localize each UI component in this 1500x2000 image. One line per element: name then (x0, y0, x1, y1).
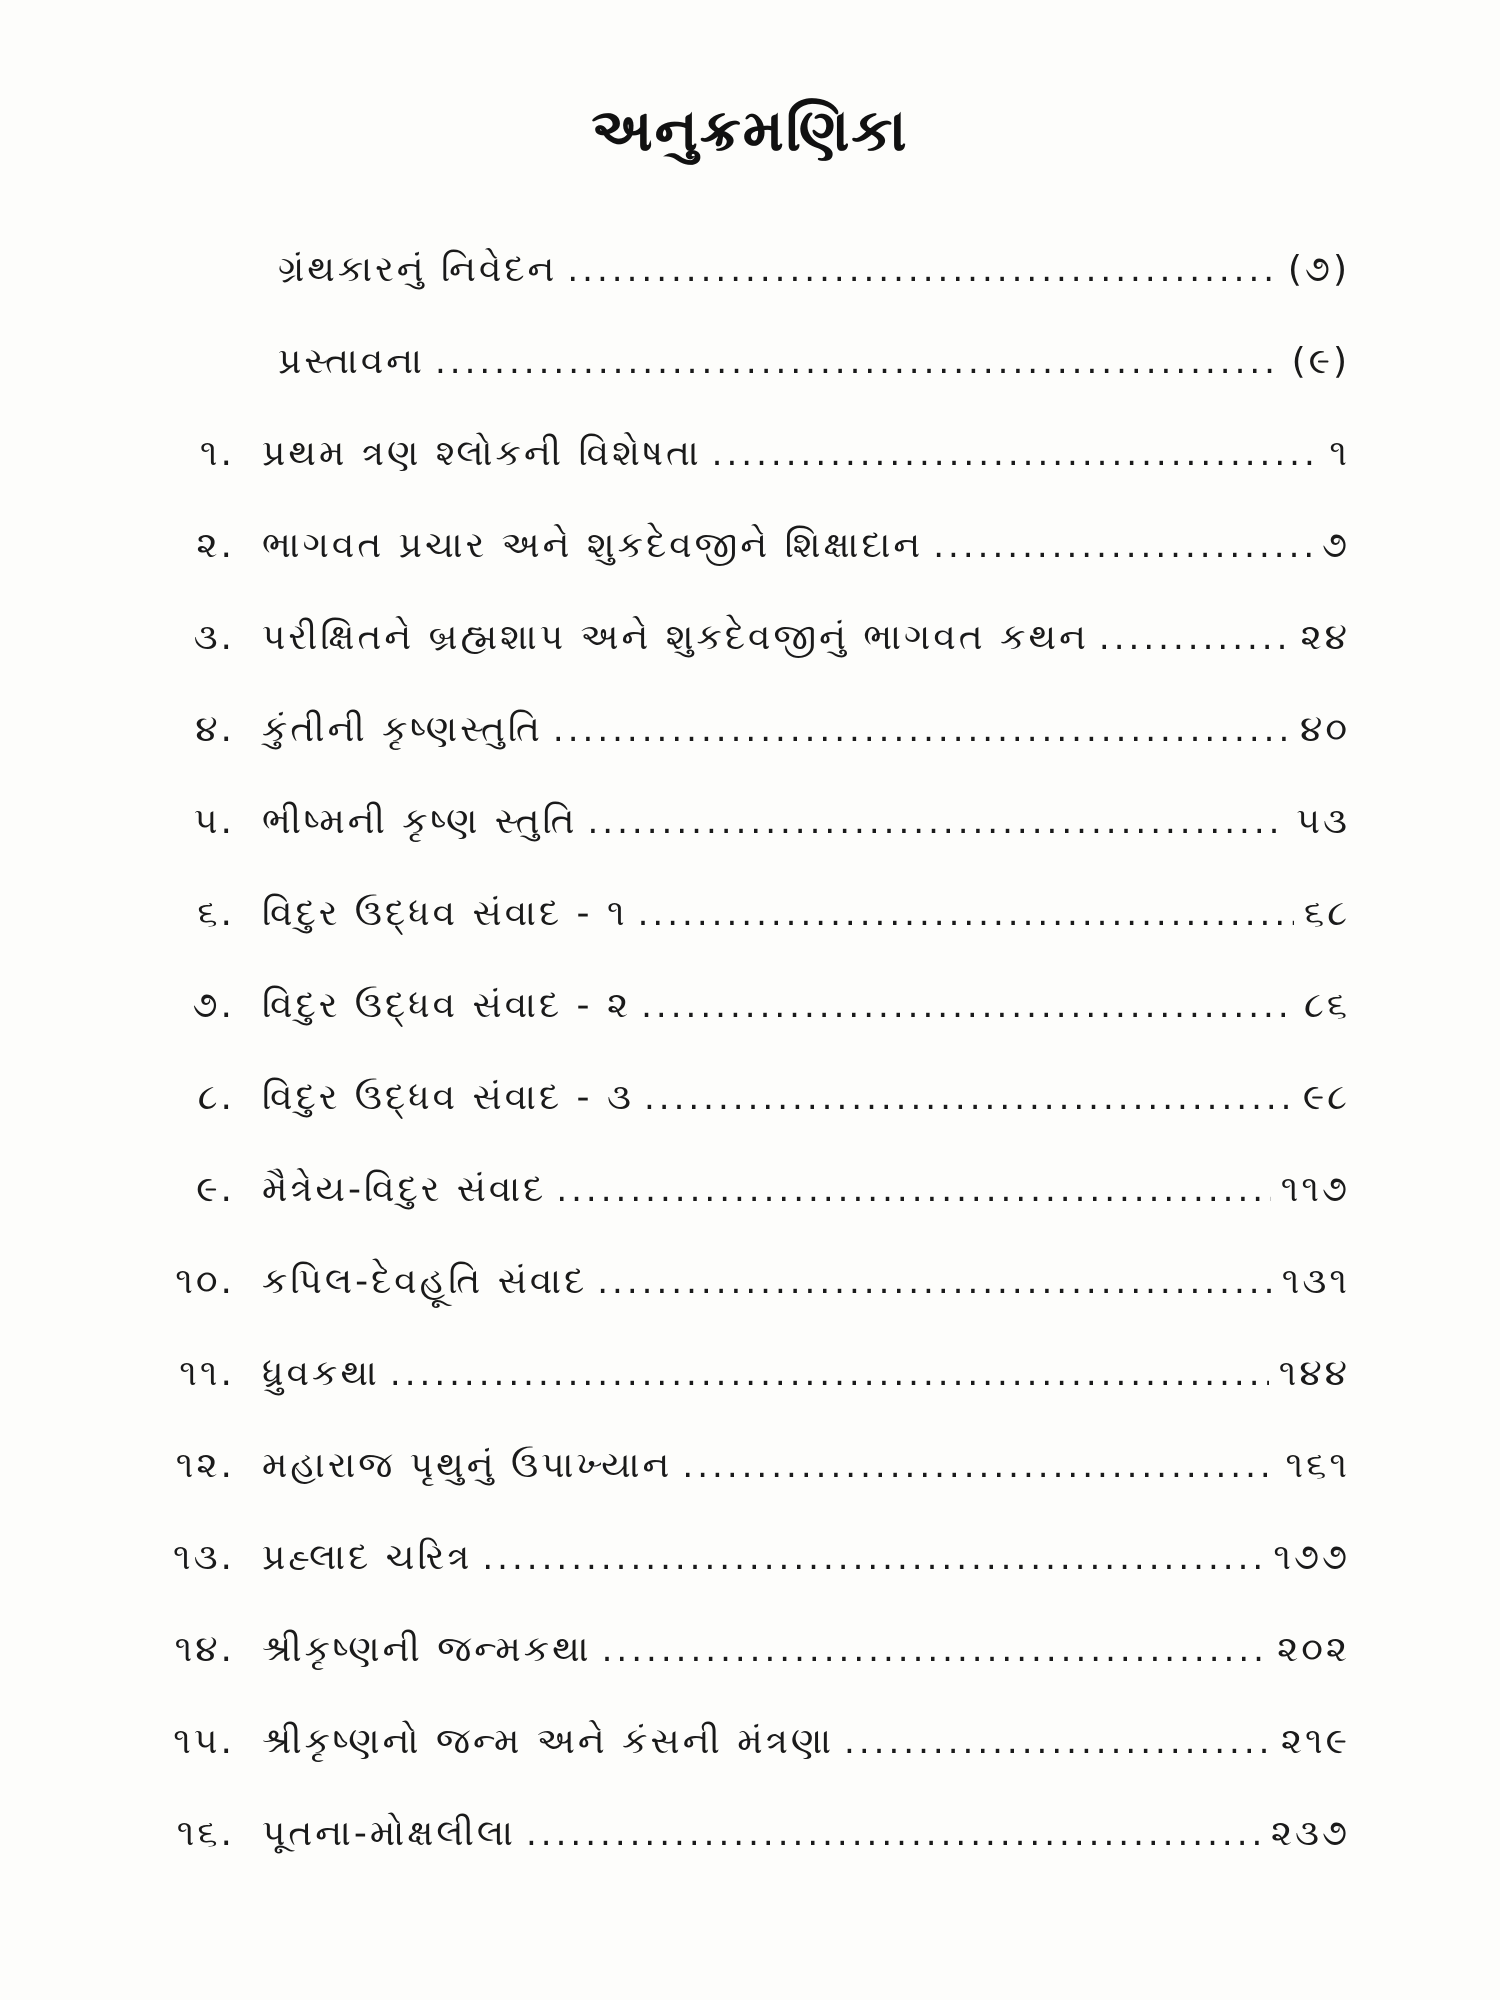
toc-entry (262, 792, 1350, 852)
page-number: ૪૦ (1300, 709, 1350, 750)
toc-row (0, 332, 1500, 392)
chapter-title: વિદુર ઉદ્ધવ સંવાદ - ૨ (262, 985, 632, 1026)
toc-row (0, 1620, 1500, 1680)
page-number: ૬૮ (1304, 893, 1350, 934)
dot-leader (644, 1068, 1293, 1128)
chapter-title: ભાગવત પ્રચાર અને શુકદેવજીને શિક્ષાદાન (262, 525, 924, 566)
toc-entry (262, 1252, 1350, 1312)
chapter-number: ૧. (199, 433, 235, 474)
toc-row (0, 1528, 1500, 1588)
page-number: ૨૩૭ (1270, 1813, 1350, 1854)
chapter-number: ૧૫. (173, 1721, 235, 1762)
chapter-number: ૯. (196, 1169, 235, 1210)
toc-entry (262, 1804, 1350, 1864)
page-number: ૫૩ (1296, 801, 1350, 842)
chapter-title: શ્રીકૃષ્ણનો જન્મ અને કંસની મંત્રણા (262, 1721, 835, 1762)
page-number: ૧૩૧ (1281, 1261, 1350, 1302)
toc-row (0, 884, 1500, 944)
toc-entry (262, 516, 1350, 576)
page-number: ૧૪૪ (1278, 1353, 1350, 1394)
chapter-title: પરીક્ષિતને બ્રહ્મશાપ અને શુકદેવજીનું ભાગવત કથન (262, 617, 1089, 658)
toc-row (0, 608, 1500, 668)
chapter-number: ૨. (196, 525, 235, 566)
page-number: ૭ (1321, 525, 1350, 566)
chapter-title: કુંતીની કૃષ્ણસ્તુતિ (262, 709, 543, 750)
page-number: ૧૬૧ (1285, 1445, 1350, 1486)
chapter-title: વિદુર ઉદ્ધવ સંવાદ - ૧ (262, 893, 628, 934)
toc-entry (262, 608, 1350, 668)
chapter-number: ૬. (197, 893, 235, 934)
toc-row (0, 424, 1500, 484)
chapter-title: પ્રહ્લાદ ચરિત્ર (262, 1537, 473, 1578)
dot-leader (844, 1712, 1271, 1772)
dot-leader (526, 1804, 1261, 1864)
page-number: ૨૧૯ (1280, 1721, 1350, 1762)
toc-entry (278, 240, 1350, 300)
chapter-title: પ્રથમ ત્રણ શ્લોકની વિશેષતા (262, 433, 702, 474)
toc-entry (262, 1620, 1350, 1680)
page-title: અનુક્રમણિકા (591, 96, 909, 164)
page-number: ૮૬ (1304, 985, 1350, 1026)
chapter-number: ૪. (195, 709, 235, 750)
dot-leader (1099, 608, 1291, 668)
toc-row (0, 792, 1500, 852)
toc-row (0, 700, 1500, 760)
chapter-number: ૩. (193, 617, 235, 658)
chapter-number: ૧૨. (175, 1445, 235, 1486)
dot-leader (682, 1436, 1275, 1496)
chapter-title: ગ્રંથકારનું નિવેદન (278, 249, 558, 290)
toc-row (0, 976, 1500, 1036)
toc-row (0, 1252, 1500, 1312)
chapter-number: ૮. (197, 1077, 235, 1118)
dot-leader (641, 976, 1294, 1036)
page-number: (૭) (1287, 249, 1350, 290)
chapter-title: વિદુર ઉદ્ધવ સંવાદ - ૩ (262, 1077, 634, 1118)
dot-leader (435, 332, 1282, 392)
toc-row (0, 1344, 1500, 1404)
chapter-title: પ્રસ્તાવના (278, 341, 425, 382)
chapter-title: ભીષ્મની કૃષ્ણ સ્તુતિ (262, 801, 578, 842)
toc-entry (262, 1160, 1350, 1220)
page-number: (૯) (1291, 341, 1350, 382)
toc-entry (262, 424, 1350, 484)
dot-leader (567, 240, 1278, 300)
toc-row (0, 516, 1500, 576)
dot-leader (553, 700, 1290, 760)
dot-leader (638, 884, 1294, 944)
chapter-title: મહારાજ પૃથુનું ઉપાખ્યાન (262, 1445, 673, 1486)
toc-row (0, 1712, 1500, 1772)
toc-row (0, 240, 1500, 300)
chapter-number: ૫. (193, 801, 235, 842)
chapter-number: ૧૩. (172, 1537, 235, 1578)
toc-entry (262, 700, 1350, 760)
toc-entry (262, 1436, 1350, 1496)
page-number: ૧૭૭ (1273, 1537, 1350, 1578)
toc-entry (262, 1712, 1350, 1772)
dot-leader (482, 1528, 1263, 1588)
toc-row (0, 1160, 1500, 1220)
chapter-title: મૈત્રેય-વિદુર સંવાદ (262, 1169, 547, 1210)
page-number: ૨૦૨ (1277, 1629, 1350, 1670)
page-number: ૧ (1329, 433, 1350, 474)
chapter-title: પૂતના-મોક્ષલીલા (262, 1813, 516, 1854)
dot-leader (597, 1252, 1271, 1312)
toc-entry (262, 1068, 1350, 1128)
dot-leader (712, 424, 1320, 484)
page-number: ૨૪ (1300, 617, 1350, 658)
dot-leader (602, 1620, 1267, 1680)
chapter-title: શ્રીકૃષ્ણની જન્મકથા (262, 1629, 592, 1670)
page-number: ૯૮ (1302, 1077, 1350, 1118)
chapter-number: ૧૪. (174, 1629, 235, 1670)
toc-entry (262, 976, 1350, 1036)
toc-entry (262, 1528, 1350, 1588)
chapter-number: ૧૦. (175, 1261, 235, 1302)
chapter-title: કપિલ-દેવહૂતિ સંવાદ (262, 1261, 588, 1302)
dot-leader (556, 1160, 1270, 1220)
page-number: ૧૧૭ (1280, 1169, 1350, 1210)
toc-entry (262, 884, 1350, 944)
dot-leader (588, 792, 1287, 852)
toc-entry (278, 332, 1350, 392)
chapter-number: ૧૬. (176, 1813, 235, 1854)
dot-leader (390, 1344, 1269, 1404)
chapter-number: ૧૧. (179, 1353, 235, 1394)
toc-row (0, 1804, 1500, 1864)
toc-entry (262, 1344, 1350, 1404)
toc-row (0, 1068, 1500, 1128)
dot-leader (933, 516, 1312, 576)
chapter-number: ૭. (192, 985, 235, 1026)
toc-row (0, 1436, 1500, 1496)
chapter-title: ધ્રુવકથા (262, 1353, 380, 1394)
